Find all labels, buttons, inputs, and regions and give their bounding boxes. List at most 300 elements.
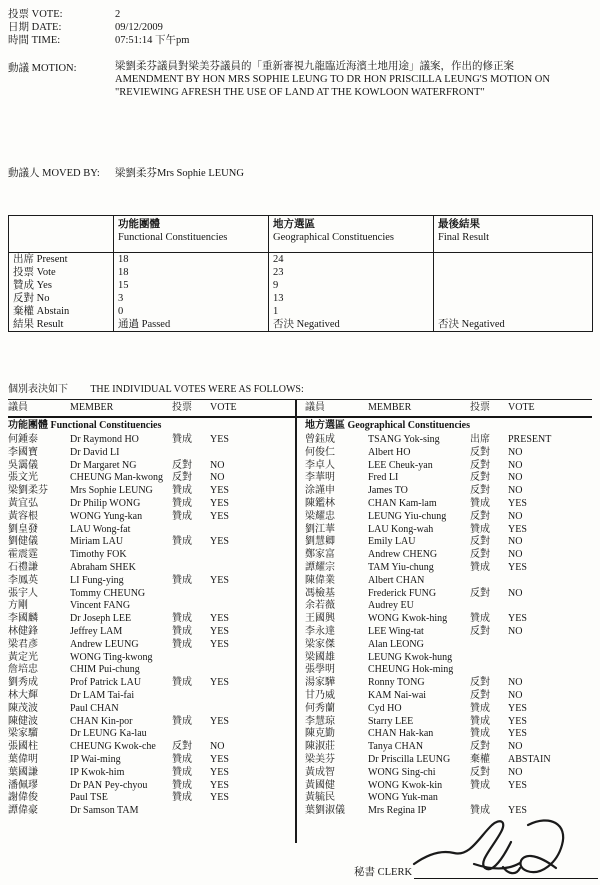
member-vote-cn (172, 600, 210, 613)
member-name-cn: 葉劉淑儀 (305, 805, 345, 817)
moved-by-label: 動議人 MOVED BY: (8, 168, 100, 179)
member-vote-en (210, 690, 295, 703)
clerk-signature-line (414, 866, 598, 879)
member-vote-cn (172, 690, 210, 703)
member-vote-en: NO (508, 549, 523, 561)
member-vote-en (508, 639, 592, 652)
member-vote-cn: 贊成 (172, 536, 192, 548)
summary-header-row (9, 216, 593, 253)
moved-by-value: 梁劉柔芬Mrs Sophie LEUNG (115, 168, 244, 179)
member-vote-en: ABSTAIN (508, 753, 551, 765)
member-name-en: Dr LEUNG Ka-lau (70, 728, 147, 740)
member-name-cn: 譚偉豪 (8, 805, 38, 817)
member-name-cn: 黃成智 (305, 766, 335, 778)
group-geographical-cn: 地方選區 (305, 420, 345, 431)
member-vote-en (210, 549, 295, 562)
member-name-en: Mrs Regina IP (368, 805, 427, 817)
member-vote-cn: 反對 (470, 510, 490, 522)
member-vote-en: YES (210, 715, 229, 727)
member-vote-en: NO (508, 587, 523, 599)
member-vote-en: NO (210, 741, 225, 753)
summary-fc-value: 15 (114, 279, 269, 292)
member-vote-cn (172, 524, 210, 537)
member-name-cn: 張宇人 (8, 587, 38, 599)
member-vote-cn (172, 447, 210, 460)
member-vote-en: YES (210, 510, 229, 522)
member-name-cn: 李卓人 (305, 459, 335, 471)
member-vote-en: NO (508, 741, 523, 753)
member-name-en: Jeffrey LAM (70, 625, 123, 637)
member-vote-cn (172, 728, 210, 741)
member-name-cn: 陳鑑林 (305, 497, 335, 509)
time-label: 時間 TIME: (8, 35, 61, 46)
member-col-header-cn: 議員 (8, 402, 28, 413)
member-vote-en: YES (210, 638, 229, 650)
member-name-en: TSANG Yok-sing (368, 434, 440, 445)
summary-gc-value: 23 (269, 266, 434, 279)
motion-block (8, 60, 550, 99)
member-vote-en: YES (210, 625, 229, 637)
member-vote-cn: 贊成 (172, 638, 192, 650)
member-name-en: LAU Wong-fat (70, 523, 131, 535)
date-label: 日期 DATE: (8, 22, 62, 33)
member-name-en: CHAN Kam-lam (368, 497, 437, 509)
member-name-en: Vincent FANG (70, 600, 131, 612)
member-name-en: Dr Samson TAM (70, 805, 139, 817)
member-name-en: Tommy CHEUNG (70, 587, 146, 599)
member-vote-en: NO (508, 472, 523, 484)
member-name-en: Tanya CHAN (368, 741, 424, 753)
member-vote-cn: 反對 (470, 625, 490, 637)
summary-header-gc-en: Geographical Constituencies (273, 232, 395, 243)
member-name-cn: 陳克勤 (305, 728, 335, 740)
member-name-en: Albert HO (368, 446, 411, 458)
member-name-cn: 李國麟 (8, 613, 38, 625)
member-name-cn: 潘佩璆 (8, 779, 38, 791)
member-vote-en (210, 664, 295, 677)
member-vote-cn (172, 588, 210, 601)
member-name-en: Dr Raymond HO (70, 434, 139, 445)
member-vote-en: NO (508, 446, 523, 458)
member-vote-en (210, 805, 295, 818)
member-name-en: Prof Patrick LAU (70, 677, 142, 689)
member-name-cn: 吳靄儀 (8, 459, 38, 471)
member-vote-cn: 贊成 (172, 753, 192, 765)
member-vote-cn (470, 664, 508, 677)
member-name-en: Ronny TONG (368, 677, 425, 689)
member-name-en: CHEUNG Kwok-che (70, 741, 156, 753)
member-vote-en: YES (210, 792, 229, 804)
member-name-en: CHEUNG Hok-ming (368, 664, 454, 676)
vote-col-header-cn: 投票 (172, 402, 192, 413)
member-name-cn: 黃宜弘 (8, 497, 38, 509)
member-name-cn: 梁耀忠 (305, 510, 335, 522)
member-vote-cn: 棄權 (470, 753, 490, 765)
member-rows-left (8, 434, 295, 818)
member-vote-cn: 贊成 (470, 715, 490, 727)
member-vote-en: YES (508, 702, 527, 714)
member-vote-cn (172, 562, 210, 575)
member-name-cn: 陳茂波 (8, 702, 38, 714)
member-vote-en: YES (210, 574, 229, 586)
summary-row (9, 253, 593, 267)
member-name-cn: 劉皇發 (8, 523, 38, 535)
member-name-cn: 梁君彥 (8, 638, 38, 650)
member-vote-cn: 贊成 (172, 625, 192, 637)
member-vote-cn (470, 575, 508, 588)
member-name-cn: 黃定光 (8, 651, 38, 663)
summary-header-fr-en: Final Result (438, 232, 490, 243)
member-vote-cn (172, 805, 210, 818)
member-name-en: Dr Priscilla LEUNG (368, 753, 451, 765)
member-vote-cn: 反對 (470, 766, 490, 778)
group-functional (8, 418, 295, 434)
member-vote-en (210, 728, 295, 741)
member-vote-en: YES (508, 805, 527, 817)
member-name-cn: 何秀蘭 (305, 702, 335, 714)
member-name-en: WONG Yung-kan (70, 510, 143, 522)
member-vote-en (508, 575, 592, 588)
member-vote-en: NO (508, 459, 523, 471)
member-vote-en: YES (508, 728, 527, 740)
member-vote-cn (172, 703, 210, 716)
summary-table-body (9, 253, 593, 332)
member-vote-cn: 反對 (470, 446, 490, 458)
individual-votes-title-cn: 個別表決如下 (8, 384, 68, 395)
time-row (8, 34, 189, 47)
column-divider-line (295, 399, 297, 843)
member-name-en: Albert CHAN (368, 574, 425, 586)
member-name-en: James TO (368, 485, 408, 497)
member-vote-cn: 贊成 (172, 613, 192, 625)
moved-by-row (8, 167, 244, 180)
summary-gc-value: 13 (269, 292, 434, 305)
member-name-en: IP Kwok-him (70, 766, 125, 778)
summary-fr-value (434, 305, 593, 318)
individual-votes-table (8, 399, 592, 818)
summary-gc-value: 1 (269, 305, 434, 318)
member-vote-en: NO (508, 625, 523, 637)
member-name-en: LEE Wing-tat (368, 625, 424, 637)
member-name-en: CHEUNG Man-kwong (70, 472, 164, 484)
member-vote-en: YES (508, 497, 527, 509)
member-name-cn: 劉江華 (305, 523, 335, 535)
member-vote-en: YES (508, 561, 527, 573)
member-vote-cn: 贊成 (470, 702, 490, 714)
member-vote-cn: 反對 (172, 472, 192, 484)
date-row (8, 21, 189, 34)
member-name-en: CHIM Pui-chung (70, 664, 140, 676)
member-name-cn: 葉偉明 (8, 753, 38, 765)
motion-line-en1: AMENDMENT BY HON MRS SOPHIE LEUNG TO DR HON PRISCILLA LEUNG'S MOTION ON (115, 74, 550, 85)
individual-votes-title-en: THE INDIVIDUAL VOTES WERE AS FOLLOWS: (90, 384, 304, 395)
member-name-cn: 方剛 (8, 600, 28, 612)
member-vote-cn: 贊成 (172, 485, 192, 497)
member-name-en: Dr David LI (70, 446, 120, 458)
member-vote-cn (470, 639, 508, 652)
member-vote-en: YES (210, 613, 229, 625)
member-vote-cn (172, 549, 210, 562)
summary-gc-value: 否決 Negatived (269, 318, 434, 332)
summary-fc-value: 3 (114, 292, 269, 305)
member-name-cn: 甘乃威 (305, 689, 335, 701)
summary-row-label: 棄權 Abstain (13, 306, 70, 317)
member-vote-en: NO (508, 689, 523, 701)
summary-header-fc-en: Functional Constituencies (118, 232, 228, 243)
member-vote-en: NO (508, 766, 523, 778)
member-vote-en: YES (508, 779, 527, 791)
vote-number-label: 投票 VOTE: (8, 9, 63, 20)
member-vote-en: YES (210, 766, 229, 778)
group-geographical (305, 418, 592, 434)
vote-col-header-en: VOTE (210, 402, 237, 413)
member-name-cn: 劉健儀 (8, 536, 38, 548)
summary-row (9, 266, 593, 279)
member-vote-cn: 贊成 (172, 779, 192, 791)
summary-row (9, 292, 593, 305)
member-vote-cn: 贊成 (470, 805, 490, 817)
summary-gc-value: 24 (269, 253, 434, 267)
member-name-cn: 黃國健 (305, 779, 335, 791)
member-name-en: Mrs Sophie LEUNG (70, 485, 153, 497)
member-name-cn: 湯家驊 (305, 677, 335, 689)
member-vote-cn (172, 652, 210, 665)
member-name-en: LAU Kong-wah (368, 523, 434, 535)
member-name-en: Dr Margaret NG (70, 459, 137, 471)
member-name-en: Dr Joseph LEE (70, 613, 132, 625)
member-name-en: Abraham SHEK (70, 561, 136, 573)
summary-header-gc-cn: 地方選區 (273, 219, 315, 230)
member-vote-cn: 贊成 (172, 497, 192, 509)
member-vote-cn: 出席 (470, 434, 490, 445)
member-name-cn: 陳健波 (8, 715, 38, 727)
member-vote-en (508, 652, 592, 665)
member-name-cn: 陳淑莊 (305, 741, 335, 753)
member-vote-en: PRESENT (508, 434, 552, 445)
member-name-cn: 霍震霆 (8, 549, 38, 561)
member-name-en: Paul CHAN (70, 702, 119, 714)
member-vote-cn: 贊成 (172, 792, 192, 804)
member-vote-cn: 反對 (470, 677, 490, 689)
summary-fr-value: 否決 Negatived (434, 318, 593, 332)
member-name-cn: 王國興 (305, 613, 335, 625)
member-name-en: Emily LAU (368, 536, 416, 548)
member-table-header (8, 399, 592, 418)
summary-row-label: 反對 No (13, 293, 50, 304)
group-geographical-en: Geographical Constituencies (347, 420, 470, 431)
member-rows-right (305, 434, 592, 818)
member-name-en: Cyd HO (368, 702, 402, 714)
member-name-cn: 李永達 (305, 625, 335, 637)
member-col-header-en: MEMBER (70, 402, 114, 413)
member-name-en: Dr PAN Pey-chyou (70, 779, 148, 791)
member-name-en: Miriam LAU (70, 536, 124, 548)
member-name-en: Paul TSE (70, 792, 108, 804)
summary-fr-value (434, 266, 593, 279)
member-name-en: WONG Kwok-kin (368, 779, 443, 791)
member-name-en: Frederick FUNG (368, 587, 437, 599)
member-vote-cn: 贊成 (470, 728, 490, 740)
member-vote-en (210, 562, 295, 575)
member-vote-en: YES (210, 753, 229, 765)
member-name-cn: 葉國謙 (8, 766, 38, 778)
member-vote-cn: 贊成 (470, 523, 490, 535)
member-vote-en: NO (508, 485, 523, 497)
member-name-en: WONG Ting-kwong (70, 651, 153, 663)
member-name-cn: 林健鋒 (8, 625, 38, 637)
member-vote-en: NO (508, 510, 523, 522)
member-name-cn: 何俊仁 (305, 446, 335, 458)
member-name-cn: 李慧琼 (305, 715, 335, 727)
summary-header-fc (114, 216, 269, 253)
member-vote-en: YES (210, 485, 229, 497)
member-table-header-left (8, 401, 295, 415)
member-vote-cn: 反對 (172, 459, 192, 471)
summary-header-fr (434, 216, 593, 253)
clerk-signature-row (354, 864, 598, 879)
member-vote-en (210, 600, 295, 613)
summary-fc-value: 0 (114, 305, 269, 318)
motion-line-cn: 梁劉柔芬議員對梁美芬議員的「重新審視九龍臨近海濱土地用途」議案，作出的修正案 (115, 61, 514, 72)
member-vote-en (210, 447, 295, 460)
member-vote-en: YES (210, 434, 229, 445)
member-name-cn: 謝偉俊 (8, 792, 38, 804)
member-vote-cn: 反對 (470, 741, 490, 753)
member-vote-cn (172, 664, 210, 677)
member-vote-cn: 贊成 (172, 510, 192, 522)
member-name-en: CHAN Hak-kan (368, 728, 434, 740)
member-name-en: Andrew LEUNG (70, 638, 139, 650)
member-name-cn: 涂謹申 (305, 485, 335, 497)
member-vote-en (508, 600, 592, 613)
member-name-en: LEE Cheuk-yan (368, 459, 433, 471)
member-name-cn: 何鍾泰 (8, 434, 38, 445)
summary-table (8, 215, 593, 332)
date-value: 09/12/2009 (115, 22, 163, 33)
member-name-cn: 梁美芬 (305, 753, 335, 765)
member-name-cn: 李國寶 (8, 446, 38, 458)
member-name-en: Timothy FOK (70, 549, 127, 561)
member-vote-cn: 贊成 (172, 677, 192, 689)
member-vote-en (210, 652, 295, 665)
member-name-cn: 余若薇 (305, 600, 335, 612)
member-vote-cn: 反對 (470, 689, 490, 701)
member-name-en: WONG Kwok-hing (368, 613, 448, 625)
summary-row (9, 279, 593, 292)
individual-votes-title (8, 383, 304, 396)
member-name-cn: 李華明 (305, 472, 335, 484)
member-name-en: Alan LEONG (368, 638, 424, 650)
member-name-cn: 梁家傑 (305, 638, 335, 650)
summary-header-empty (9, 216, 114, 253)
member-vote-en: YES (210, 779, 229, 791)
motion-label: 動議 MOTION: (8, 63, 77, 74)
member-vote-en (210, 588, 295, 601)
member-vote-cn: 贊成 (470, 497, 490, 509)
member-vote-cn: 反對 (470, 459, 490, 471)
vote-col-header-en: VOTE (508, 402, 535, 413)
member-vote-en: NO (210, 472, 225, 484)
summary-fr-value (434, 292, 593, 305)
member-name-cn: 劉秀成 (8, 677, 38, 689)
member-name-cn: 黃毓民 (305, 792, 335, 804)
member-name-en: Audrey EU (368, 600, 414, 612)
vote-col-header-cn: 投票 (470, 402, 490, 413)
member-vote-cn (470, 652, 508, 665)
member-name-en: WONG Yuk-man (368, 792, 438, 804)
member-vote-cn: 贊成 (172, 574, 192, 586)
member-name-cn: 譚耀宗 (305, 561, 335, 573)
member-vote-cn: 贊成 (470, 779, 490, 791)
member-name-en: Starry LEE (368, 715, 414, 727)
member-name-en: KAM Nai-wai (368, 689, 427, 701)
member-rows-wrap (8, 434, 592, 818)
summary-header-fr-cn: 最後結果 (438, 219, 480, 230)
summary-fc-value: 18 (114, 266, 269, 279)
header-meta (8, 8, 189, 47)
member-name-en: Dr Philip WONG (70, 497, 141, 509)
member-vote-cn: 反對 (470, 536, 490, 548)
member-name-en: LEUNG Kwok-hung (368, 651, 453, 663)
member-name-en: LI Fung-ying (70, 574, 124, 586)
member-name-en: TAM Yiu-chung (368, 561, 434, 573)
summary-row (9, 318, 593, 332)
constituency-group-row (8, 418, 592, 434)
member-table-header-right (305, 401, 592, 415)
member-vote-en (210, 524, 295, 537)
member-vote-en: YES (508, 523, 527, 535)
motion-line-en2: "REVIEWING AFRESH THE USE OF LAND AT THE KOWLOON WATERFRONT" (115, 87, 485, 98)
member-name-cn: 劉慧卿 (305, 536, 335, 548)
member-vote-en (210, 703, 295, 716)
member-name-cn: 梁國雄 (305, 651, 335, 663)
member-name-cn: 林大輝 (8, 689, 38, 701)
member-vote-en (508, 792, 592, 805)
member-name-en: Fred LI (368, 472, 399, 484)
time-value: 07:51:14 下午pm (115, 35, 190, 46)
clerk-label: 秘書 CLERK (354, 867, 413, 878)
member-name-cn: 詹培忠 (8, 664, 38, 676)
member-name-en: Andrew CHENG (368, 549, 438, 561)
member-name-en: IP Wai-ming (70, 753, 121, 765)
summary-row-label: 投票 Vote (13, 267, 56, 278)
member-name-cn: 張國柱 (8, 741, 38, 753)
member-name-cn: 鄭家富 (305, 549, 335, 561)
member-vote-en: YES (508, 715, 527, 727)
member-vote-cn: 反對 (470, 485, 490, 497)
member-vote-cn: 反對 (470, 472, 490, 484)
member-vote-cn: 贊成 (470, 561, 490, 573)
summary-row-label: 贊成 Yes (13, 280, 52, 291)
member-name-cn: 張文光 (8, 472, 38, 484)
member-name-cn: 馮檢基 (305, 587, 335, 599)
summary-row-label: 結果 Result (13, 319, 64, 330)
member-vote-cn: 反對 (470, 587, 490, 599)
member-name-cn: 梁家騮 (8, 728, 38, 740)
member-vote-cn (470, 600, 508, 613)
member-vote-en: YES (210, 677, 229, 689)
member-name-en: Dr LAM Tai-fai (70, 689, 135, 701)
member-name-cn: 曾鈺成 (305, 434, 335, 445)
member-name-en: LEUNG Yiu-chung (368, 510, 447, 522)
summary-header-fc-cn: 功能團體 (118, 219, 160, 230)
member-vote-en: YES (210, 536, 229, 548)
member-col-header-cn: 議員 (305, 402, 325, 413)
summary-fr-value (434, 279, 593, 292)
member-name-cn: 張學明 (305, 664, 335, 676)
group-functional-cn: 功能團體 (8, 420, 48, 431)
summary-fc-value: 通過 Passed (114, 318, 269, 332)
